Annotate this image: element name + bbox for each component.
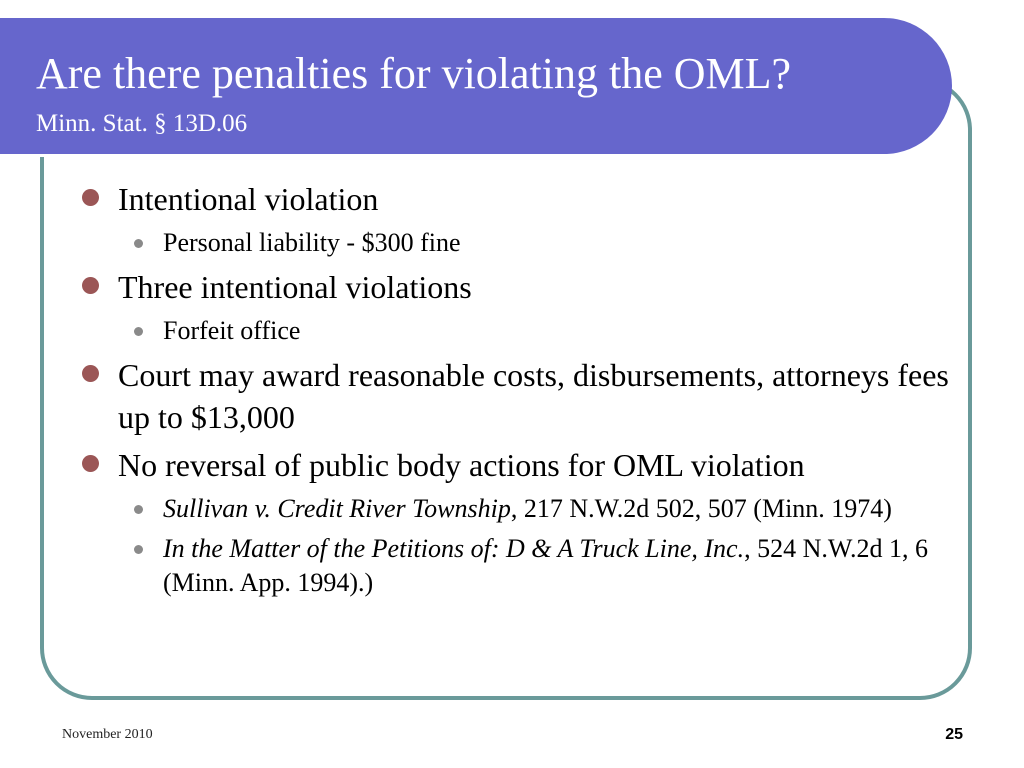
title-band (0, 18, 952, 154)
page-number: 25 (945, 726, 963, 743)
sub-bullet-dot (134, 239, 143, 248)
case-name: Sullivan v. Credit River Township (163, 494, 511, 523)
bullet-item (78, 444, 958, 486)
case-name: In the Matter of the Petitions of: D & A Truck Line, Inc. (163, 534, 745, 563)
bullet-text: No reversal of public body actions for OML violation (118, 447, 805, 483)
sub-bullet-item (78, 226, 958, 260)
sub-bullet-dot (134, 327, 143, 336)
sub-bullet-dot (134, 545, 143, 554)
bullet-list (78, 178, 958, 606)
bullet-text: Three intentional violations (118, 269, 472, 305)
sub-bullet-text: Forfeit office (163, 316, 301, 345)
footer-date: November 2010 (62, 727, 153, 742)
bullet-dot (82, 277, 99, 294)
bullet-text: Court may award reasonable costs, disbursements, attorneys fees up to $13,000 (118, 357, 949, 435)
sub-bullet-text: Personal liability - $300 fine (163, 228, 461, 257)
bullet-text: Intentional violation (118, 181, 379, 217)
sub-bullet-item (78, 492, 958, 526)
bullet-item (78, 266, 958, 308)
sub-bullet-dot (134, 505, 143, 514)
sub-bullet-item (78, 314, 958, 348)
slide-subtitle: Minn. Stat. § 13D.06 (36, 110, 248, 137)
case-citation: , 524 N.W.2d 1, 6 (Minn. App. 1994).) (163, 534, 929, 597)
case-citation: , 217 N.W.2d 502, 507 (Minn. 1974) (510, 494, 892, 523)
bullet-item (78, 178, 958, 220)
bullet-dot (82, 365, 99, 382)
sub-bullet-item (78, 532, 958, 600)
bullet-dot (82, 455, 99, 472)
slide-title: Are there penalties for violating the OML? (36, 49, 792, 98)
bullet-dot (82, 189, 99, 206)
bullet-item (78, 354, 958, 438)
title-underline (0, 154, 905, 157)
